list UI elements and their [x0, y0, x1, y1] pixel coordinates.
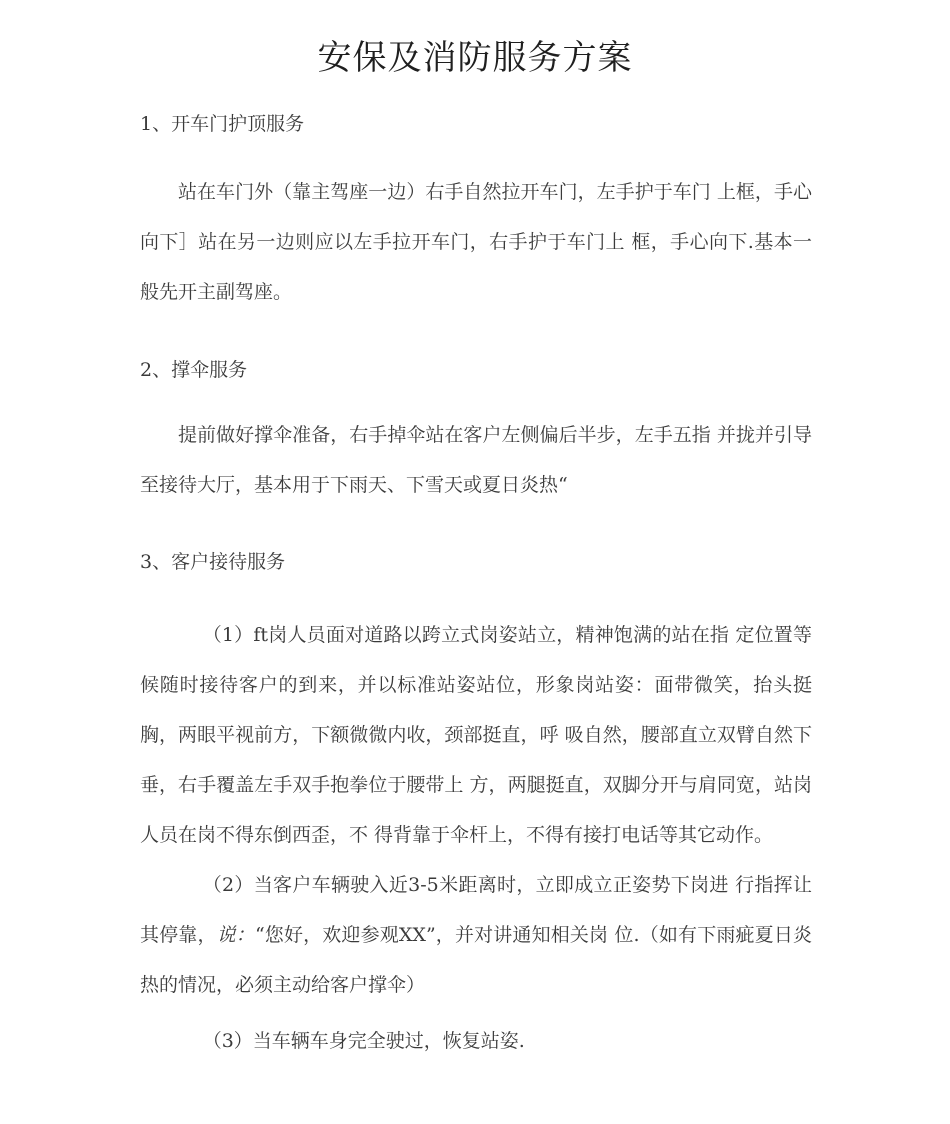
- section-heading: 2、撑伞服务: [140, 359, 248, 381]
- paragraph: 提前做好撑伞准备，右手掉伞站在客户左侧偏后半步，左手五指 并拢并引导至接待大厅，基本用于下雨天、下雪天或夏日炎热“: [140, 424, 812, 496]
- paragraph-item-1: （1）ft岗人员面对道路以跨立式岗姿站立，精神饱满的站在指 定位置等候随时接待客户的到来，并以标准站姿站位，形象岗站姿：面带微笑，抬头挺胸，两眼平视前方，下额微微内收，颈部挺直，呼 吸自然，腰部直立双臂自然下垂，右手覆盖左手双手抱拳位于腰带上 方，两腿挺直，双脚分开与肩同宽，站岗人员在岗不得东倒西歪，不 得背靠于伞杆上，不得有接打电话等其它动作。: [140, 624, 812, 846]
- paragraph-item-3: （3）当车辆车身完全驶过，恢复站姿.: [202, 1030, 525, 1052]
- section-door-service: [140, 110, 812, 317]
- paragraph-item-2: [140, 860, 812, 1010]
- section-reception-service: [140, 548, 812, 1066]
- section-heading: 1、开车门护顶服务: [140, 113, 305, 135]
- paragraph-text: “您好，欢迎参观XX”，并对讲通知相关岗 位.（如有下雨疵夏日炎热的情况，必须主动给客户撑伞）: [140, 924, 812, 996]
- section-umbrella-service: [140, 356, 812, 510]
- paragraph: 站在车门外（靠主驾座一边）右手自然拉开车门，左手护于车门 上框，手心向下］站在另一边则应以左手拉开车门，右手护于车门上 框，手心向下.基本一般先开主副驾座。: [140, 181, 812, 303]
- document-title: 安保及消防服务方案: [317, 38, 633, 78]
- paragraph-text: （2）当客户车辆驶入近3-5米距离时，立即成立正姿势下岗进 行指挥让其停靠，: [140, 874, 812, 946]
- section-heading: 3、客户接待服务: [140, 551, 286, 573]
- speech-label: 说：: [216, 924, 255, 946]
